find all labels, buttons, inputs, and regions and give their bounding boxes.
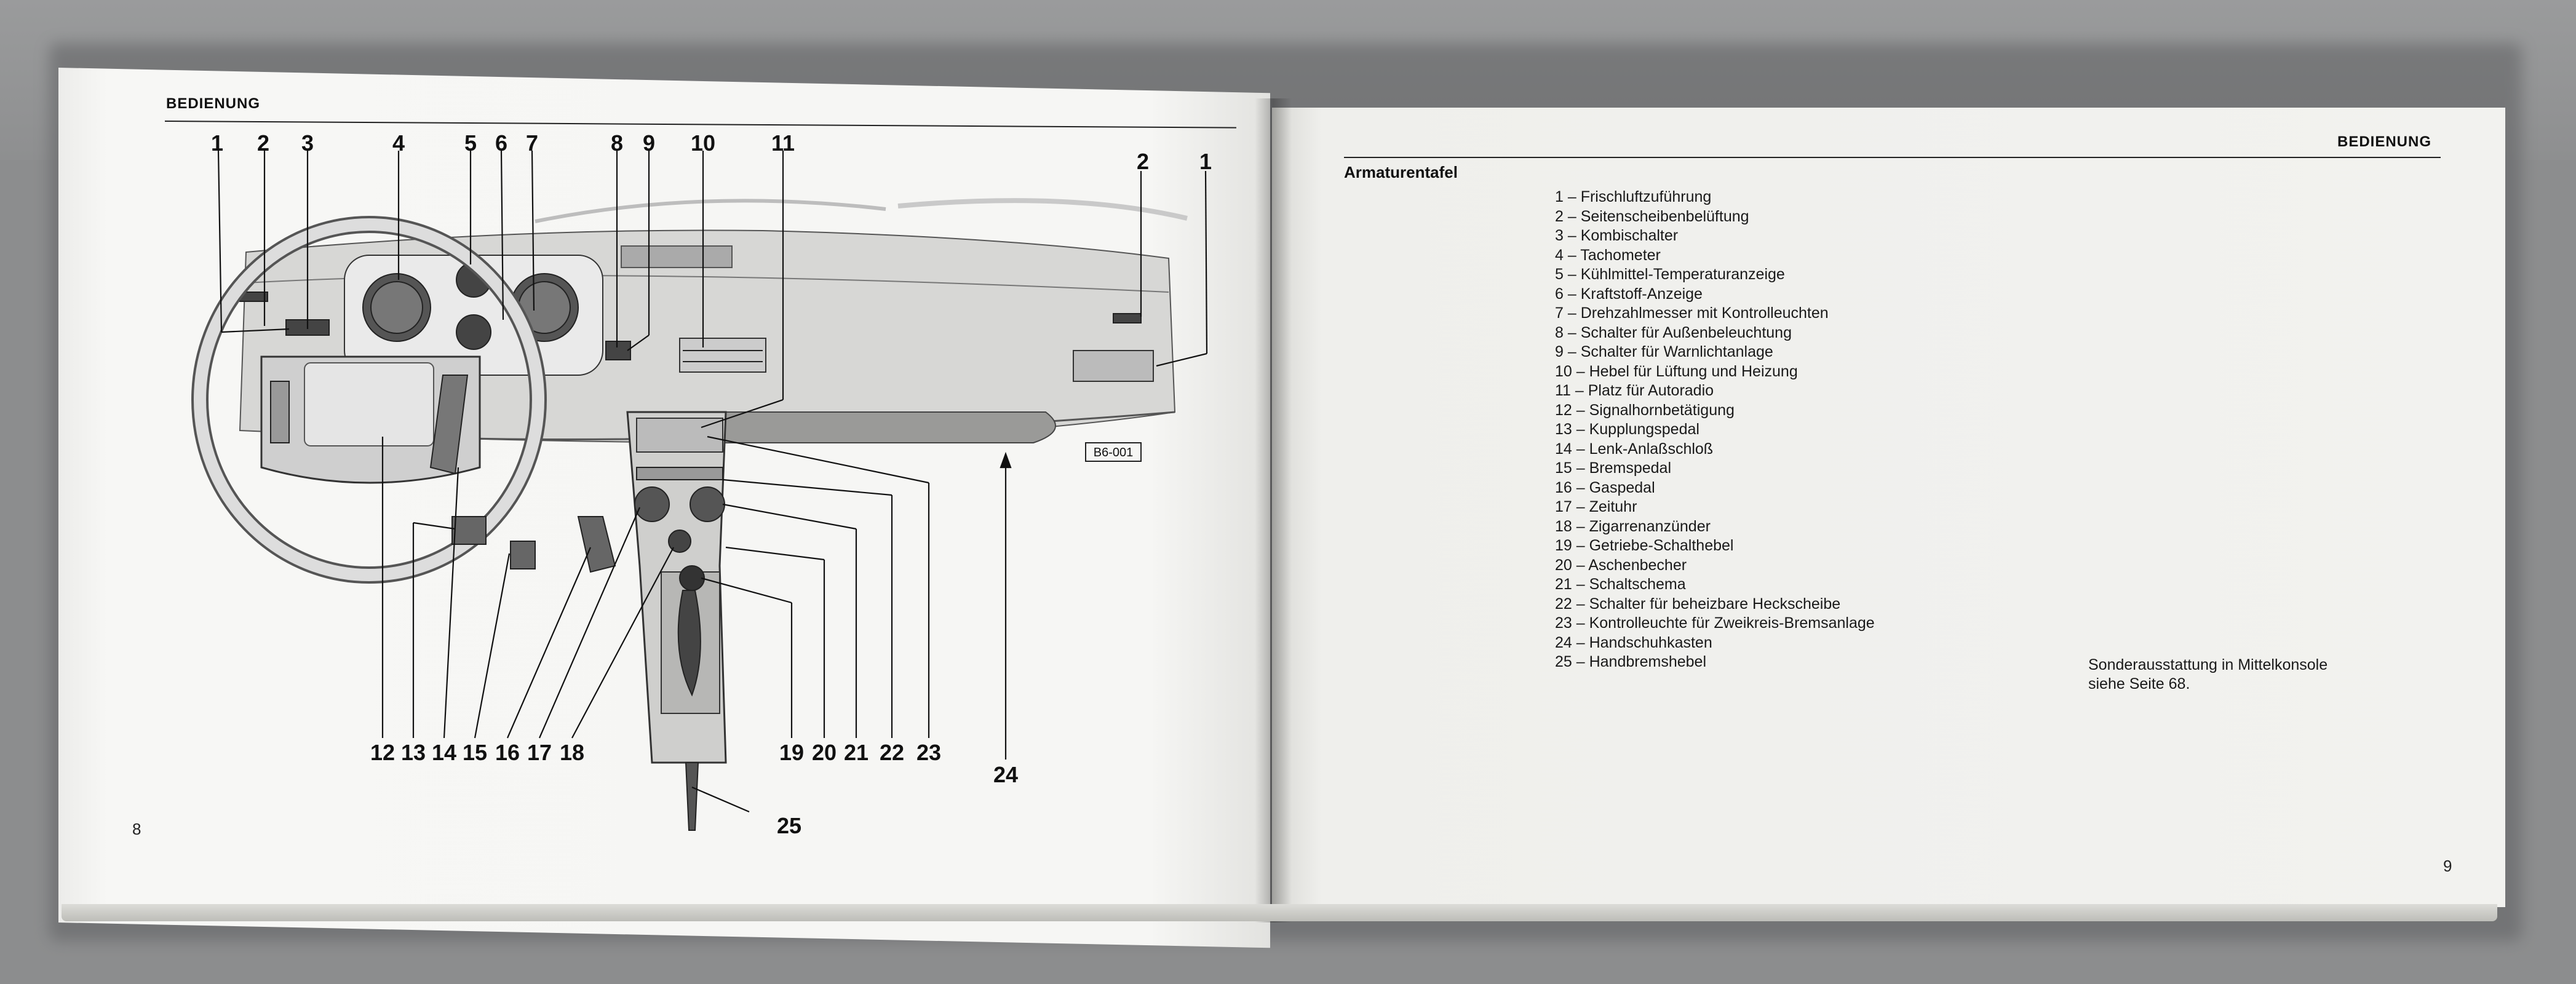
- legend-item: 1 – Frischluftzuführung: [1555, 188, 1712, 205]
- callout-13: 13: [400, 740, 426, 765]
- callout-25: 25: [776, 813, 802, 838]
- dashboard-diagram: [86, 123, 1230, 861]
- legend-item: 21 – Schaltschema: [1555, 576, 1686, 593]
- legend-item: 7 – Drehzahlmesser mit Kontrolleuchten: [1555, 304, 1829, 322]
- callout-16: 16: [495, 740, 520, 765]
- legend-item: 2 – Seitenscheibenbelüftung: [1555, 207, 1749, 225]
- callout-11: 11: [771, 130, 795, 156]
- callout-2: 2: [256, 130, 270, 156]
- legend-item: 13 – Kupplungspedal: [1555, 421, 1699, 438]
- callout-17: 17: [527, 740, 552, 765]
- optional-equipment-note: [2088, 656, 2328, 694]
- legend-item: 11 – Platz für Autoradio: [1555, 382, 1714, 399]
- legend-item: 5 – Kühlmittel-Temperaturanzeige: [1555, 266, 1785, 283]
- right-page: [1272, 108, 2505, 907]
- legend-item: 14 – Lenk-Anlaßschloß: [1555, 440, 1714, 458]
- right-page-number: 9: [2443, 857, 2452, 875]
- callout-24: 24: [993, 762, 1019, 787]
- callout-19: 19: [779, 740, 805, 765]
- callout-1b: 1: [1199, 149, 1212, 174]
- legend-item: 15 – Bremspedal: [1555, 459, 1672, 477]
- section-title: Armaturentafel: [1344, 163, 1458, 181]
- legend-item: 23 – Kontrolleuchte für Zweikreis-Bremsanlage: [1555, 614, 1875, 632]
- callout-18: 18: [559, 740, 585, 765]
- right-header-rule: [1344, 157, 2441, 158]
- callout-14: 14: [431, 740, 457, 765]
- legend-item: 17 – Zeituhr: [1555, 498, 1637, 515]
- legend-item: 6 – Kraftstoff-Anzeige: [1555, 285, 1703, 303]
- left-page-number: 8: [132, 820, 141, 838]
- legend-item: 19 – Getriebe-Schalthebel: [1555, 537, 1734, 554]
- gutter-shadow: [1255, 98, 1292, 922]
- callout-8: 8: [610, 130, 624, 156]
- legend-item: 3 – Kombischalter: [1555, 227, 1679, 244]
- legend-item: 10 – Hebel für Lüftung und Heizung: [1555, 362, 1798, 380]
- legend-item: 20 – Aschenbecher: [1555, 556, 1687, 574]
- callout-1: 1: [210, 130, 224, 156]
- book-edge: [62, 904, 2497, 921]
- legend-list: [1555, 188, 1875, 672]
- figure-reference: [1086, 443, 1141, 461]
- callout-5: 5: [464, 130, 477, 156]
- right-page-header: BEDIENUNG: [2337, 133, 2432, 150]
- callout-4: 4: [392, 130, 405, 156]
- legend-item: 25 – Handbremshebel: [1555, 653, 1706, 670]
- legend-item: 24 – Handschuhkasten: [1555, 633, 1712, 651]
- callout-23: 23: [916, 740, 942, 765]
- legend-item: 18 – Zigarrenanzünder: [1555, 517, 1711, 535]
- note-line-1: Sonderausstattung in Mittelkonsole: [2088, 656, 2328, 673]
- figure-reference-label: B6-001: [1093, 446, 1134, 459]
- note-line-2: siehe Seite 68.: [2088, 675, 2190, 692]
- legend-item: 8 – Schalter für Außenbeleuchtung: [1555, 323, 1792, 341]
- callout-12: 12: [370, 740, 396, 765]
- legend-item: 12 – Signalhornbetätigung: [1555, 401, 1735, 419]
- legend-item: 4 – Tachometer: [1555, 246, 1661, 264]
- left-page-header: BEDIENUNG: [166, 95, 261, 112]
- callout-2b: 2: [1136, 149, 1150, 174]
- callout-10: 10: [690, 130, 716, 156]
- callout-6: 6: [495, 130, 508, 156]
- legend-item: 22 – Schalter für beheizbare Heckscheibe: [1555, 595, 1841, 613]
- legend-item: 9 – Schalter für Warnlichtanlage: [1555, 343, 1773, 360]
- callout-9: 9: [642, 130, 656, 156]
- legend-item: 16 – Gaspedal: [1555, 478, 1655, 496]
- callout-15: 15: [462, 740, 488, 765]
- callout-3: 3: [301, 130, 314, 156]
- callout-21: 21: [843, 740, 869, 765]
- callout-20: 20: [811, 740, 837, 765]
- callout-7: 7: [525, 130, 539, 156]
- callout-22: 22: [879, 740, 905, 765]
